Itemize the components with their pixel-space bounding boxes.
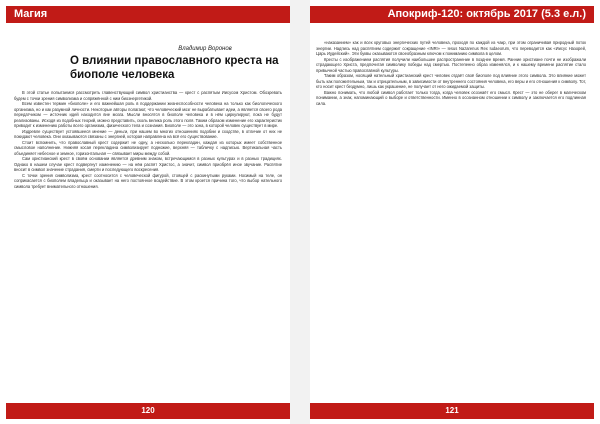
paragraph: Кресты с изображением распятия получили наибольшее распространение в позднее время. Ранние христиане почти не изображали страдающего Христа, предпочитая символику победы над смертью. Постепенно образ изменялся, и к нашему времени распятие стало привычной частью православной культуры. bbox=[316, 56, 586, 73]
left-page bbox=[0, 0, 290, 424]
left-page-number: 120 bbox=[6, 403, 290, 419]
page-gutter bbox=[290, 0, 310, 424]
article-author: Владимир Воронов bbox=[178, 46, 232, 52]
right-page bbox=[310, 0, 600, 424]
left-body-text bbox=[14, 90, 282, 412]
right-section-header: Апокриф-120: октябрь 2017 (5.3 е.л.) bbox=[310, 6, 594, 23]
paragraph: Сам христианский крест в своём основании является древним знаком, встречающимся в разных культурах и в разных традициях. Однако в нашем случае крест подвергнут изменению — на нём распят Христос, а значит, символ приобрёл иное звучание. Распятие вносит в символ значение страдания, смерти и последующего воскресения. bbox=[14, 156, 282, 172]
paragraph: «наказанием» как и всех круговых энергических путей человека, проходя по каждой из чакр, при этом ограничивая природный поток энергии. Надпись над распятием содержит сокращение «INRI» — Iesus Nazarenus Rex Iudaeorum, что переводится как «Иисус Назорей, Царь Иудейский». Эти буквы оказываются своеобразным ключом к пониманию символа в целом. bbox=[316, 40, 586, 56]
paragraph: Всем известен термин «биополе» и его важнейшая роль в поддержании жизнеспособности человека на только как биологического организма, но и как разумной личности. Некоторые авторы полагают, что человеческий мозг не вырабатывает идеи, а является своего рода передатчиком — источник идей находится вне мозга. Мысли вносятся в биополе человека и в нём циркулируют, пока не будут реализованы. Исходя из подобных теорий, можно представить, сколь велика роль этого поля. Таким образом изменение его характеристик приводит к изменению работы всего организма, физического тела и сознания. Биополе — это зона, в которой человек существует в мире. bbox=[14, 101, 282, 128]
paragraph: Издревле существует устоявшееся мнение — деньги, при нашем во многих отношениях подобии и сходстве, в отличие от них не покидают человека. Они оказываются связаны с энергией, которая направлена на всё его существование. bbox=[14, 128, 282, 139]
right-body-text bbox=[316, 40, 586, 412]
right-page-number: 121 bbox=[310, 403, 594, 419]
paragraph: Таким образом, носящий нательный христианский крест человек отдаёт своё биополе под влияние этого символа. Это влияние может быть как положительным, так и отрицательным, в зависимости от внутреннего состояния человека, его веры и его отношения к символу. Тот, кто носит крест бездумно, лишь как украшение, не получает от него ожидаемой защиты. bbox=[316, 73, 586, 89]
left-section-header: Магия bbox=[6, 6, 290, 23]
paragraph: Важно понимать, что любой символ работает только тогда, когда человек осознаёт его смысл. Крест — это не оберег в магическом понимании, а знак, напоминающий о выборе и ответственности. Именно в осознанном отношении к символу и заключается его подлинная сила. bbox=[316, 89, 586, 106]
paragraph: Стоит вспомнить, что православный крест содержит не одну, а несколько перекладин, каждая из которых имеет собственное смысловое наполнение. Нижняя косая перекладина символизирует подножие, верхняя — табличку с надписью. Вертикальная часть объединяет небесное и земное, горизонтальная — связывает миры между собой. bbox=[14, 139, 282, 156]
article-title: О влиянии православного креста на биополе человека bbox=[70, 55, 279, 81]
paragraph: С точки зрения символизма, крест соотносится с человеческой фигурой, стоящей с раскинутыми руками. Носимый на теле, он соприкасается с биополем владельца и оказывает на него постоянное воздействие. В этом кроется причина того, что выбор нательного символа требует внимательного отношения. bbox=[14, 172, 282, 189]
paragraph: В этой статье попытаемся рассмотреть главенствующий символ христианства — крест с распятым Иисусом Христом. Обозревать будем с точки зрения символизма и сопряжённой с ним биоэнергетикой. bbox=[14, 90, 282, 101]
